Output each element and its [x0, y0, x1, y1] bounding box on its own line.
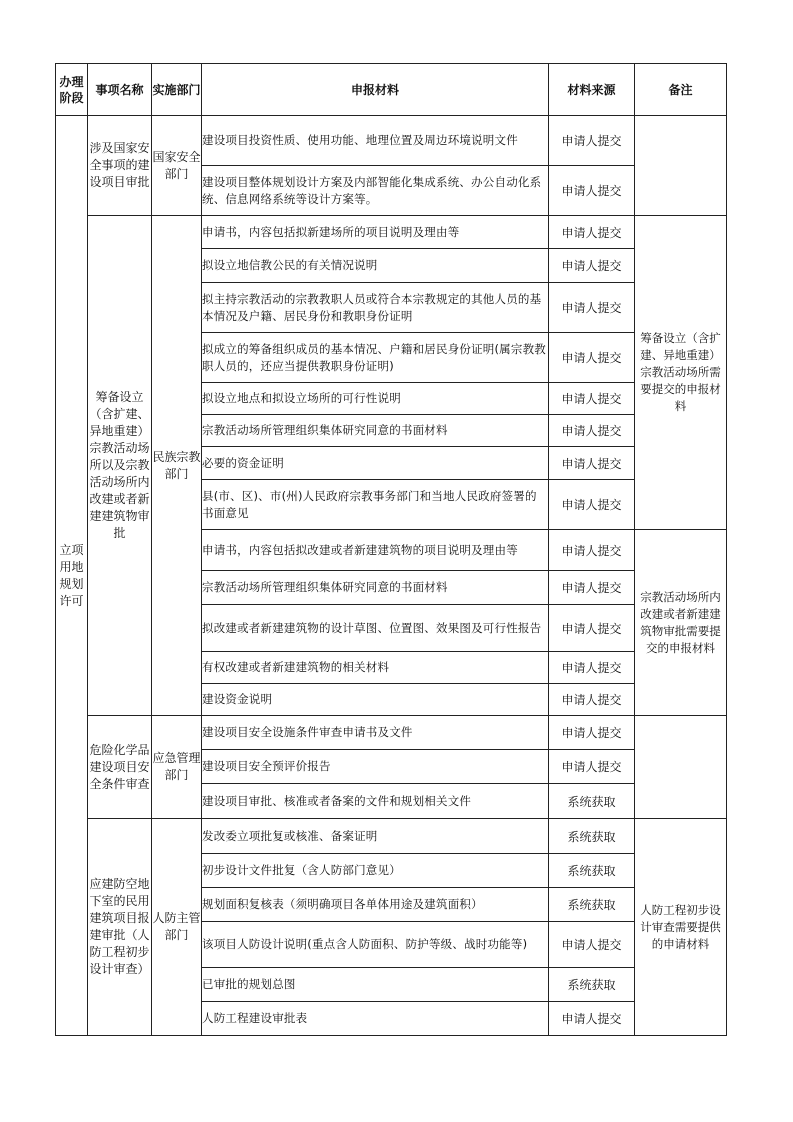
material-cell: 初步设计文件批复（含人防部门意见）	[202, 854, 549, 888]
header-stage: 办理阶段	[56, 64, 88, 116]
approval-materials-table	[55, 63, 727, 1036]
source-cell: 申请人提交	[549, 283, 635, 333]
table-row	[56, 716, 727, 750]
material-cell: 宗教活动场所管理组织集体研究同意的书面材料	[202, 415, 549, 447]
item-name-cell: 涉及国家安全事项的建设项目审批	[88, 116, 152, 216]
item-name-cell: 筹备设立（含扩建、异地重建）宗教活动场所以及宗教活动场所内改建或者新建建筑物审批	[88, 216, 152, 716]
source-cell: 申请人提交	[549, 249, 635, 283]
source-cell: 系统获取	[549, 819, 635, 854]
stage-cell: 立项用地规划许可	[56, 116, 88, 1036]
source-cell: 申请人提交	[549, 922, 635, 968]
material-cell: 人防工程建设审批表	[202, 1002, 549, 1036]
note-cell-empty	[635, 716, 727, 819]
header-item: 事项名称	[88, 64, 152, 116]
source-cell: 申请人提交	[549, 684, 635, 716]
header-row	[56, 64, 727, 116]
source-cell: 系统获取	[549, 968, 635, 1002]
note-cell: 宗教活动场所内改建或者新建建筑物审批需要提交的申报材料	[635, 530, 727, 716]
source-cell: 申请人提交	[549, 716, 635, 750]
material-cell: 建设项目审批、核准或者备案的文件和规划相关文件	[202, 784, 549, 819]
material-cell: 申请书，内容包括拟新建场所的项目说明及理由等	[202, 216, 549, 249]
material-cell: 拟成立的筹备组织成员的基本情况、户籍和居民身份证明(属宗教教职人员的，还应当提供教职身份证明)	[202, 333, 549, 383]
note-cell: 人防工程初步设计审查需要提供的申请材料	[635, 819, 727, 1036]
source-cell: 系统获取	[549, 854, 635, 888]
material-cell: 规划面积复核表（须明确项目各单体用途及建筑面积）	[202, 888, 549, 922]
table-row	[56, 819, 727, 854]
material-cell: 拟设立地点和拟设立场所的可行性说明	[202, 383, 549, 415]
table-row	[56, 216, 727, 249]
material-cell: 建设项目投资性质、使用功能、地理位置及周边环境说明文件	[202, 116, 549, 166]
material-cell: 有权改建或者新建建筑物的相关材料	[202, 652, 549, 684]
dept-cell: 民族宗教部门	[152, 216, 202, 716]
material-cell: 建设资金说明	[202, 684, 549, 716]
source-cell: 申请人提交	[549, 1002, 635, 1036]
material-cell: 申请书，内容包括拟改建或者新建建筑物的项目说明及理由等	[202, 530, 549, 571]
material-cell: 发改委立项批复或核准、备案证明	[202, 819, 549, 854]
material-cell: 必要的资金证明	[202, 447, 549, 480]
item-name-cell: 危险化学品建设项目安全条件审查	[88, 716, 152, 819]
material-cell: 宗教活动场所管理组织集体研究同意的书面材料	[202, 571, 549, 605]
header-source: 材料来源	[549, 64, 635, 116]
source-cell: 申请人提交	[549, 447, 635, 480]
source-cell: 申请人提交	[549, 383, 635, 415]
material-cell: 已审批的规划总图	[202, 968, 549, 1002]
source-cell: 申请人提交	[549, 750, 635, 784]
dept-cell: 国家安全部门	[152, 116, 202, 216]
material-cell: 建设项目安全设施条件审查申请书及文件	[202, 716, 549, 750]
header-note: 备注	[635, 64, 727, 116]
item-name-cell: 应建防空地下室的民用建筑项目报建审批（人防工程初步设计审查）	[88, 819, 152, 1036]
material-cell: 该项目人防设计说明(重点含人防面积、防护等级、战时功能等)	[202, 922, 549, 968]
note-cell: 筹备设立（含扩建、异地重建）宗教活动场所需要提交的申报材料	[635, 216, 727, 530]
source-cell: 申请人提交	[549, 166, 635, 216]
material-cell: 县(市、区)、市(州)人民政府宗教事务部门和当地人民政府签署的书面意见	[202, 480, 549, 530]
table-row	[56, 116, 727, 166]
dept-cell: 人防主管部门	[152, 819, 202, 1036]
material-cell: 拟主持宗教活动的宗教教职人员或符合本宗教规定的其他人员的基本情况及户籍、居民身份和教职身份证明	[202, 283, 549, 333]
dept-cell: 应急管理部门	[152, 716, 202, 819]
material-cell: 建设项目安全预评价报告	[202, 750, 549, 784]
source-cell: 系统获取	[549, 784, 635, 819]
source-cell: 申请人提交	[549, 605, 635, 652]
source-cell: 申请人提交	[549, 480, 635, 530]
header-materials: 申报材料	[202, 64, 549, 116]
source-cell: 系统获取	[549, 888, 635, 922]
material-cell: 拟改建或者新建建筑物的设计草图、位置图、效果图及可行性报告	[202, 605, 549, 652]
header-dept: 实施部门	[152, 64, 202, 116]
material-cell: 拟设立地信教公民的有关情况说明	[202, 249, 549, 283]
source-cell: 申请人提交	[549, 216, 635, 249]
material-cell: 建设项目整体规划设计方案及内部智能化集成系统、办公自动化系统、信息网络系统等设计方案等。	[202, 166, 549, 216]
source-cell: 申请人提交	[549, 116, 635, 166]
source-cell: 申请人提交	[549, 530, 635, 571]
note-cell-empty	[635, 116, 727, 216]
source-cell: 申请人提交	[549, 652, 635, 684]
source-cell: 申请人提交	[549, 415, 635, 447]
source-cell: 申请人提交	[549, 333, 635, 383]
source-cell: 申请人提交	[549, 571, 635, 605]
